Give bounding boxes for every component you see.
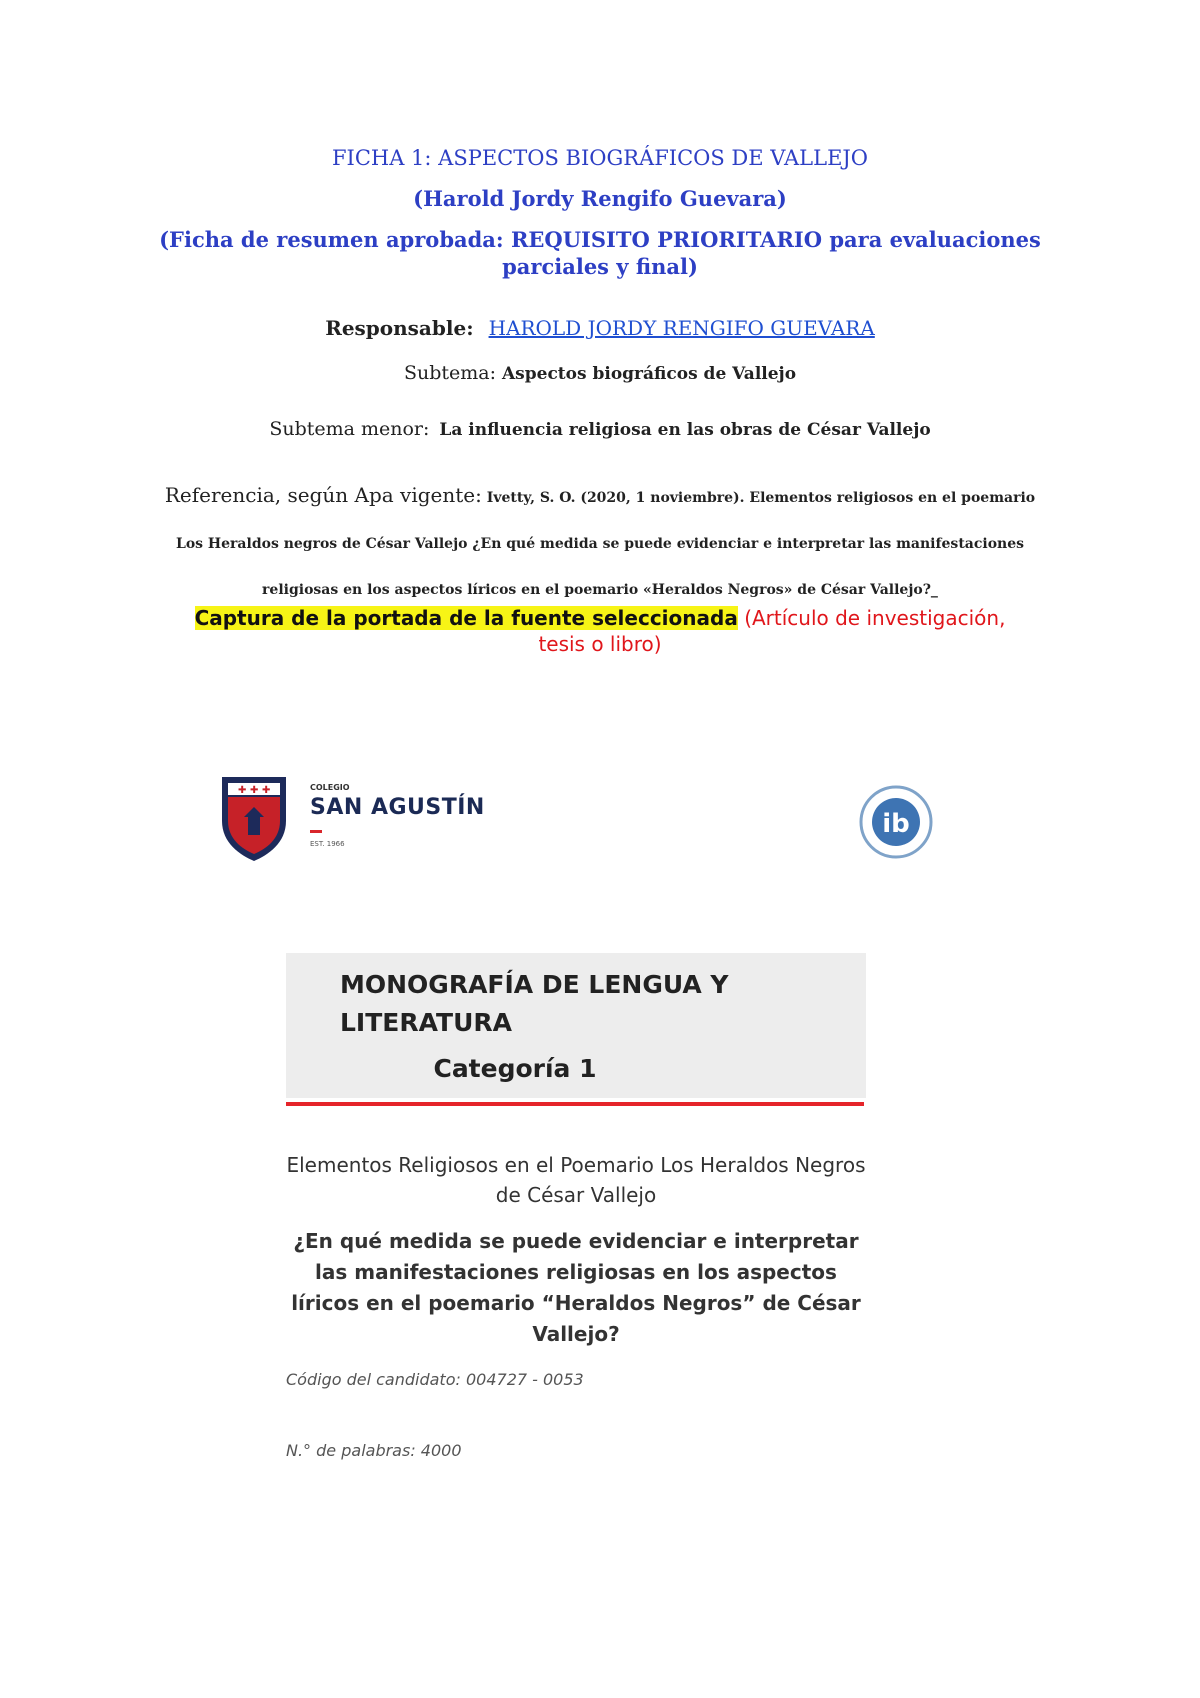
responsable-row [0,316,1200,340]
captura-highlight: Captura de la portada de la fuente seleccionada [194,606,738,630]
school-name: SAN AGUSTÍN [310,795,485,820]
cover-title [340,966,800,1088]
subtema-row [0,362,1200,384]
school-label-small: COLEGIO [310,783,350,792]
ib-mark: ib [882,809,910,839]
cover-title-text: MONOGRAFÍA DE LENGUA Y LITERATURA [340,970,729,1037]
cover-category: Categoría 1 [433,1054,597,1083]
subtema-menor-label: Subtema menor: [269,418,430,440]
page-title: FICHA 1: ASPECTOS BIOGRÁFICOS DE VALLEJO [331,146,869,170]
school-established: EST. 1966 [310,840,345,848]
cover-divider [286,1102,864,1106]
subtema-menor-value: La influencia religiosa en las obras de César Vallejo [439,420,931,440]
referencia-block [150,472,1050,613]
subtema-label: Subtema: [403,362,496,384]
ib-logo [858,784,934,860]
subtema-menor-row [0,418,1200,440]
svg-text:✚: ✚ [250,785,259,796]
school-logo [218,773,498,863]
school-accent-bar [310,830,322,833]
word-count: N.° de palabras: 4000 [286,1441,462,1460]
responsable-link[interactable]: HAROLD JORDY RENGIFO GUEVARA [488,316,875,340]
captura-caption [170,605,1030,657]
svg-text:✚: ✚ [238,785,247,796]
candidate-code: Código del candidato: 004727 - 0053 [286,1370,584,1389]
svg-text:✚: ✚ [262,785,271,796]
subtema-value: Aspectos biográficos de Vallejo [501,364,797,384]
cover-subtitle: Elementos Religiosos en el Poemario Los Heraldos Negros de César Vallejo [286,1153,866,1207]
responsable-label: Responsable: [325,316,474,340]
approval-note: (Ficha de resumen aprobada: REQUISITO PRIORITARIO para evaluaciones parciales y final) [159,227,1041,279]
shield-icon [218,773,290,863]
cover-question: ¿En qué medida se puede evidenciar e interpretar las manifestaciones religiosas en los aspectos líricos en el poemario “Heraldos Negros” de César Vallejo? [291,1229,861,1346]
author-line: (Harold Jordy Rengifo Guevara) [413,186,787,211]
referencia-value: Ivetty, S. O. (2020, 1 noviembre). Elementos religiosos en el poemario Los Heraldos negros de César Vallejo ¿En qué medida se puede evidenciar e interpretar las manifestaciones religiosas en los aspectos líricos en el poemario «Heraldos Negros» de César Vallejo?_ [175,490,1036,598]
captura-type: (Artículo de investigación, tesis o libro) [538,606,1006,656]
referencia-label: Referencia, según Apa vigente: [164,483,482,507]
